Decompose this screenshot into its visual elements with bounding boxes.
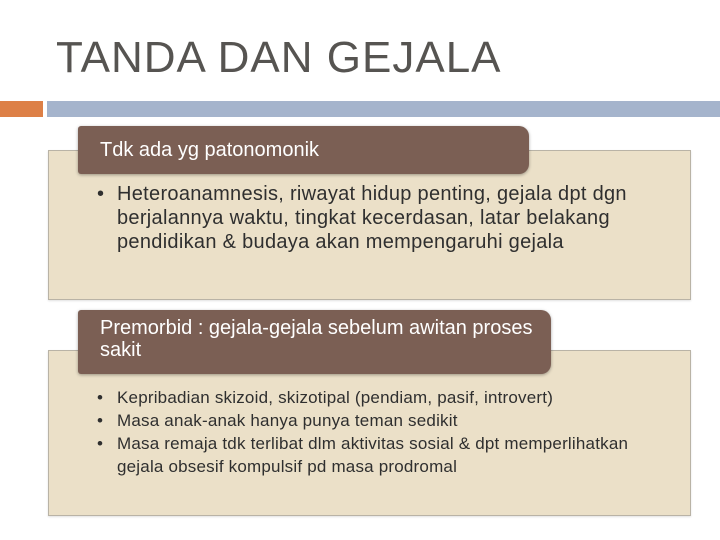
section-1-header (78, 126, 529, 174)
section-2-header (78, 310, 551, 374)
bullet-item: • Kepribadian skizoid, skizotipal (pendiam, pasif, introvert) (97, 386, 667, 409)
section-2-bullet-list (97, 386, 667, 478)
title-accent-bar (0, 101, 43, 117)
section-2-header-text: Premorbid : gejala-gejala sebelum awitan proses sakit (100, 317, 533, 361)
bullet-item: • Heteroanamnesis, riwayat hidup penting, gejala dpt dgn berjalannya waktu, tingkat kecerdasan, latar belakang pendidikan & budaya akan mempengaruhi gejala (97, 182, 657, 254)
bullet-item: • Masa remaja tdk terlibat dlm aktivitas sosial & dpt memperlihatkan gejala obsesif kompulsif pd masa prodromal (97, 432, 667, 478)
slide-title: TANDA DAN GEJALA (56, 33, 502, 82)
title-rule-bar (47, 101, 720, 117)
section-1-bullet-list (97, 182, 657, 254)
bullet-item: • Masa anak-anak hanya punya teman sedikit (97, 409, 667, 432)
section-1-header-text: Tdk ada yg patonomonik (100, 139, 320, 161)
